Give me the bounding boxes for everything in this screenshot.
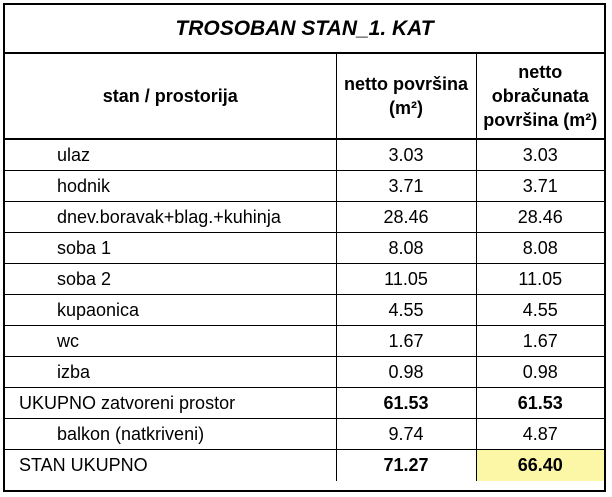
room-net-area: 4.55 — [336, 295, 476, 326]
balcony-calc-area: 4.87 — [476, 419, 604, 450]
room-net-area: 28.46 — [336, 202, 476, 233]
subtotal-label: UKUPNO zatvoreni prostor — [5, 388, 336, 419]
header-net-area: netto površina (m²) — [336, 53, 476, 139]
table-row — [5, 264, 604, 295]
room-calc-area: 3.71 — [476, 171, 604, 202]
subtotal-row — [5, 388, 604, 419]
total-calc-area: 66.40 — [476, 450, 604, 482]
table-row — [5, 326, 604, 357]
balcony-row — [5, 419, 604, 450]
header-row — [5, 53, 604, 139]
room-name: izba — [5, 357, 336, 388]
header-room: stan / prostorija — [5, 53, 336, 139]
total-label: STAN UKUPNO — [5, 450, 336, 482]
room-calc-area: 8.08 — [476, 233, 604, 264]
room-net-area: 11.05 — [336, 264, 476, 295]
room-name: dnev.boravak+blag.+kuhinja — [5, 202, 336, 233]
room-net-area: 3.71 — [336, 171, 476, 202]
room-net-area: 1.67 — [336, 326, 476, 357]
room-calc-area: 28.46 — [476, 202, 604, 233]
total-row — [5, 450, 604, 482]
table-row — [5, 171, 604, 202]
room-name: wc — [5, 326, 336, 357]
room-calc-area: 1.67 — [476, 326, 604, 357]
table-row — [5, 357, 604, 388]
room-name: hodnik — [5, 171, 336, 202]
header-net-calc-area: netto obračunata površina (m²) — [476, 53, 604, 139]
subtotal-net-area: 61.53 — [336, 388, 476, 419]
table-row — [5, 202, 604, 233]
room-name: soba 2 — [5, 264, 336, 295]
table-row — [5, 139, 604, 171]
total-net-area: 71.27 — [336, 450, 476, 482]
room-name: ulaz — [5, 139, 336, 171]
room-net-area: 8.08 — [336, 233, 476, 264]
room-name: soba 1 — [5, 233, 336, 264]
area-table — [5, 5, 604, 481]
room-net-area: 0.98 — [336, 357, 476, 388]
room-calc-area: 4.55 — [476, 295, 604, 326]
room-net-area: 3.03 — [336, 139, 476, 171]
subtotal-calc-area: 61.53 — [476, 388, 604, 419]
balcony-label: balkon (natkriveni) — [5, 419, 336, 450]
room-name: kupaonica — [5, 295, 336, 326]
room-calc-area: 0.98 — [476, 357, 604, 388]
table-title: TROSOBAN STAN_1. KAT — [5, 5, 604, 53]
room-calc-area: 11.05 — [476, 264, 604, 295]
table-title-row — [5, 5, 604, 53]
balcony-net-area: 9.74 — [336, 419, 476, 450]
table-row — [5, 233, 604, 264]
area-table-sheet — [3, 3, 606, 492]
table-row — [5, 295, 604, 326]
room-calc-area: 3.03 — [476, 139, 604, 171]
